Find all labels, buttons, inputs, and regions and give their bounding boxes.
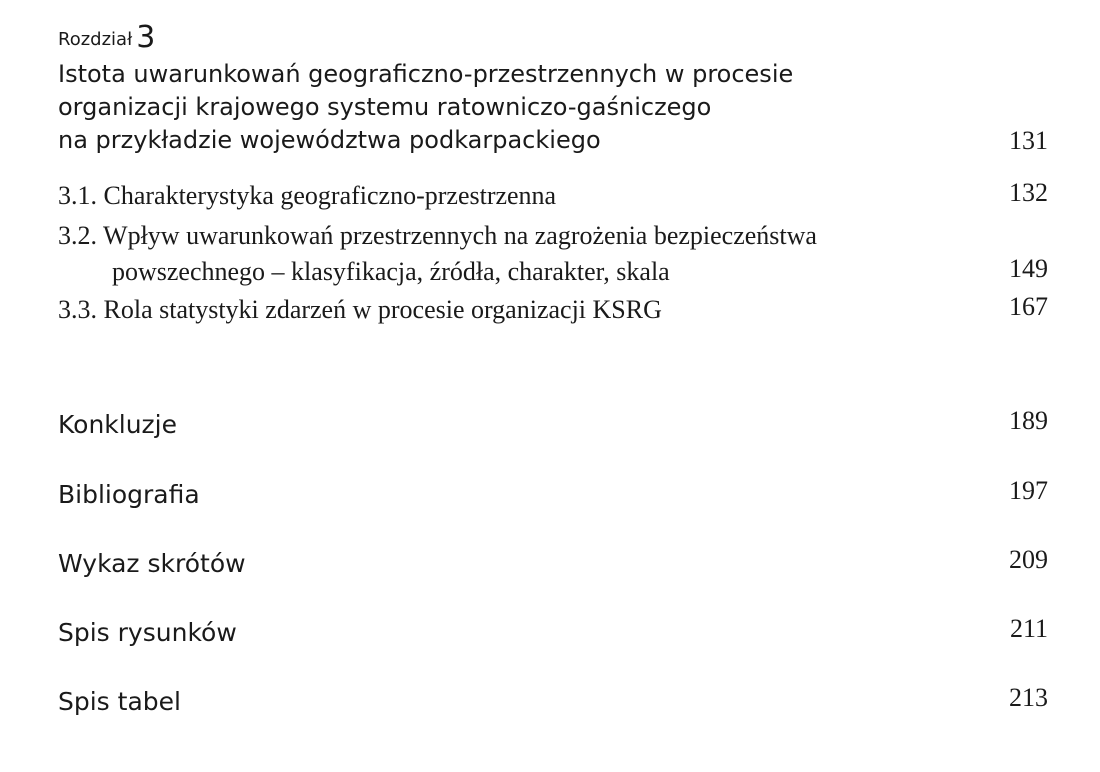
toc-entry-3-1-page: 132 (1009, 178, 1048, 207)
toc-entry-3-3-text: 3.3. Rola statystyki zdarzeń w procesie organizacji KSRG (58, 295, 662, 324)
toc-entry-3-3-page: 167 (1009, 292, 1048, 321)
chapter-number: 3 (136, 20, 156, 55)
chapter-label (58, 20, 156, 55)
toc-entry-3-2-line-2: powszechnego – klasyfikacja, źródła, charakter, skala (112, 257, 670, 286)
toc-entry-bibliografia: Bibliografia (58, 480, 200, 509)
chapter-title (58, 58, 958, 157)
toc-entry-3-3 (58, 292, 662, 328)
toc-entry-3-1 (58, 178, 556, 214)
chapter-label-text: Rozdział (58, 29, 133, 50)
toc-entry-konkluzje: Konkluzje (58, 410, 178, 439)
toc-entry-wykaz-skrotow-page: 209 (1009, 545, 1048, 574)
chapter-title-line-1: Istota uwarunkowań geograficzno-przestrzennych w procesie (58, 60, 794, 88)
toc-entry-3-1-text: 3.1. Charakterystyka geograficzno-przestrzenna (58, 181, 557, 210)
chapter-title-line-2: organizacji krajowego systemu ratowniczo-gaśniczego (58, 93, 712, 121)
toc-entry-spis-rysunkow: Spis rysunków (58, 618, 237, 647)
toc-entry-3-2-page: 149 (1009, 254, 1048, 283)
toc-entry-3-2 (58, 218, 817, 290)
chapter-page-number: 131 (1009, 126, 1048, 155)
toc-entry-wykaz-skrotow: Wykaz skrótów (58, 549, 246, 578)
toc-entry-spis-tabel: Spis tabel (58, 687, 181, 716)
toc-entry-spis-tabel-page: 213 (1009, 683, 1048, 712)
toc-entry-bibliografia-page: 197 (1009, 476, 1048, 505)
chapter-title-line-3: na przykładzie województwa podkarpackiego (58, 126, 601, 154)
toc-entry-spis-rysunkow-page: 211 (1009, 614, 1048, 643)
toc-entry-3-2-line-1: 3.2. Wpływ uwarunkowań przestrzennych na zagrożenia bezpieczeństwa (58, 221, 817, 250)
toc-entry-konkluzje-page: 189 (1009, 406, 1048, 435)
